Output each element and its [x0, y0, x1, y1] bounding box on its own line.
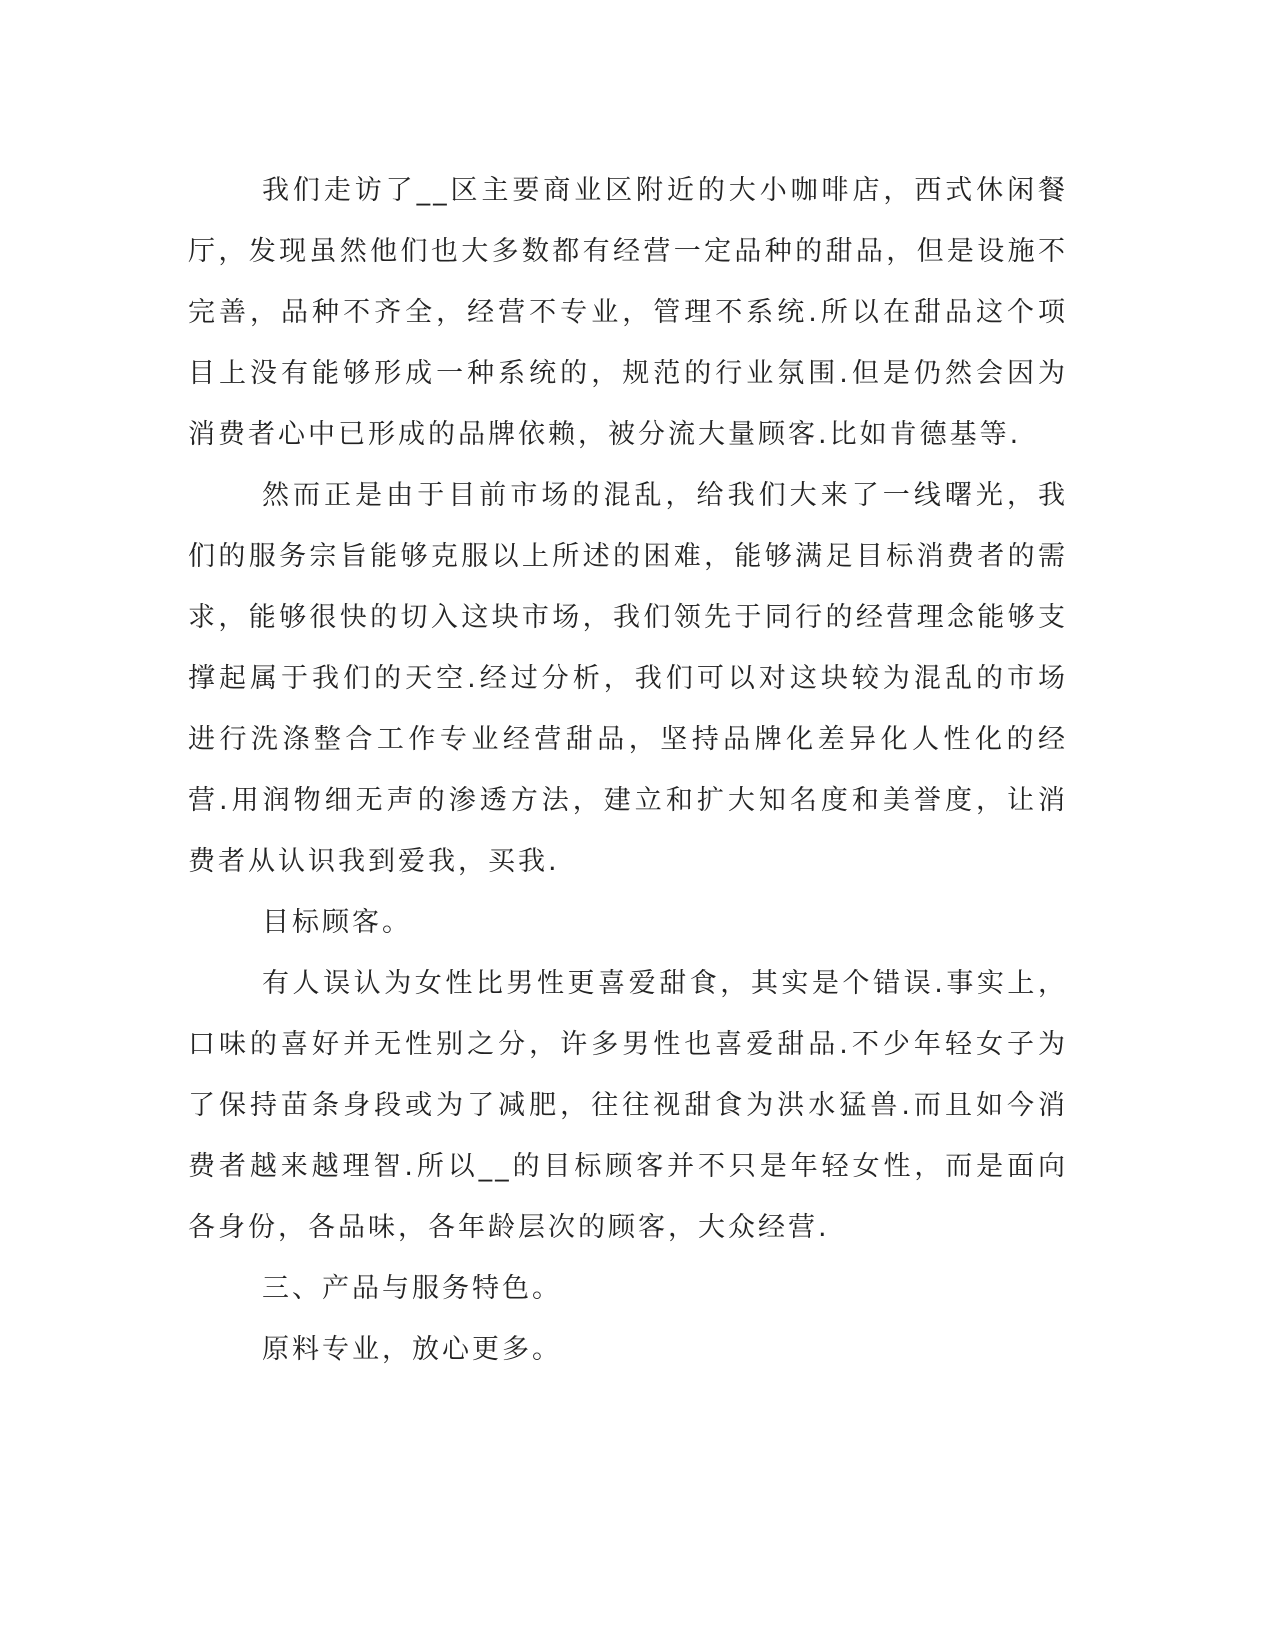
document-body — [188, 160, 1068, 1380]
paragraph-market-survey: 我们走访了__区主要商业区附近的大小咖啡店，西式休闲餐厅，发现虽然他们也大多数都有经营一定品种的甜品，但是设施不完善，品种不齐全，经营不专业，管理不系统.所以在甜品这个项目上没有能够形成一种系统的，规范的行业氛围.但是仍然会因为消费者心中已形成的品牌依赖，被分流大量顾客.比如肯德基等. — [188, 175, 1068, 450]
heading-target-customers: 目标顾客。 — [262, 907, 412, 938]
heading-product-service-features: 三、产品与服务特色。 — [262, 1273, 562, 1304]
paragraph-raw-materials: 原料专业，放心更多。 — [262, 1334, 562, 1365]
paragraph-target-customers: 有人误认为女性比男性更喜爱甜食，其实是个错误.事实上，口味的喜好并无性别之分，许多男性也喜爱甜品.不少年轻女子为了保持苗条身段或为了减肥，往往视甜食为洪水猛兽.而且如今消费者越来越理智.所以__的目标顾客并不只是年轻女性，而是面向各身份，各品味，各年龄层次的顾客，大众经营. — [188, 968, 1068, 1243]
paragraph-market-opportunity: 然而正是由于目前市场的混乱，给我们大来了一线曙光，我们的服务宗旨能够克服以上所述的困难，能够满足目标消费者的需求，能够很快的切入这块市场，我们领先于同行的经营理念能够支撑起属于我们的天空.经过分析，我们可以对这块较为混乱的市场进行洗涤整合工作专业经营甜品，坚持品牌化差异化人性化的经营.用润物细无声的渗透方法，建立和扩大知名度和美誉度，让消费者从认识我到爱我，买我. — [188, 480, 1068, 877]
